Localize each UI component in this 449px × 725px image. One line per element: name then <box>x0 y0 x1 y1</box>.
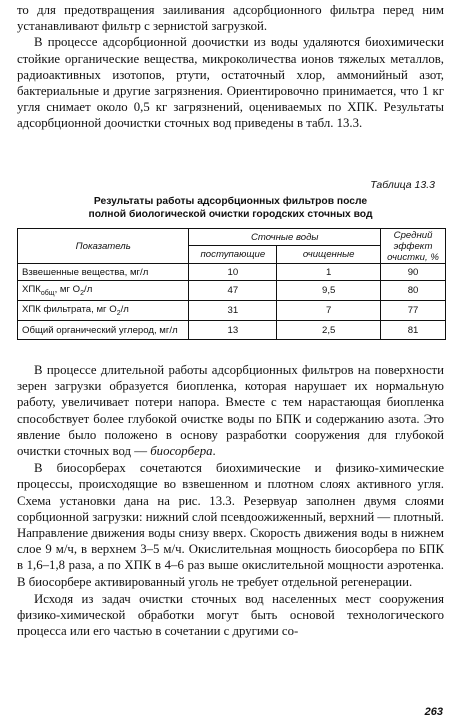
body-paragraph-3: Исходя из задач очистки сточных вод населенных мест сооружения физико-химической обработки могут быть основой технологического процесса или его частью в сочетании с другими со- <box>17 591 444 639</box>
row-treated: 7 <box>277 301 381 321</box>
body-paragraph-1-end: . <box>212 444 216 459</box>
page-number: 263 <box>424 706 443 718</box>
row-incoming: 10 <box>189 264 277 281</box>
row-label-part: /л <box>84 284 93 296</box>
table-title <box>17 195 444 221</box>
header-effect-line3: очистки, % <box>387 251 439 263</box>
body-text <box>17 362 444 639</box>
row-label <box>18 281 189 301</box>
header-effect-line1: Средний <box>393 229 433 241</box>
body-paragraph-2: В биосорберах сочетаются биохимические и физико-химические процессы, происходящие во взвешенном и плотном слоях активного угля. Схема установки дана на рис. 13.3. Резервуар заполнен двумя слоями сорбционной загрузки: нижний слой псевдоожиженный, верхний — плотный. Направление движения воды снизу вверх. Скорость движения воды в нижнем слое 9 м/ч, в верхнем 3–5 м/ч. Окислительная мощность биосорбера по БПК в 1,6–1,8 раза, а по ХПК в 4–6 раз выше окислительной мощности аэротенка. В биосорбере активированный уголь не требует отдельной регенерации. <box>17 461 444 589</box>
results-table <box>17 228 446 340</box>
row-label-sub: 2 <box>80 289 85 297</box>
row-label-sub: 2 <box>116 309 121 317</box>
row-effect: 81 <box>381 321 446 340</box>
header-effect-line2: эффект <box>393 240 433 252</box>
row-treated: 2,5 <box>277 321 381 340</box>
row-incoming: 47 <box>189 281 277 301</box>
row-label-part: /л <box>120 304 129 316</box>
row-treated: 1 <box>277 264 381 281</box>
body-paragraph-1 <box>17 362 444 459</box>
table-row <box>18 281 446 301</box>
table-row <box>18 264 446 281</box>
header-wastewater: Сточные воды <box>189 229 381 246</box>
row-incoming: 31 <box>189 301 277 321</box>
intro-line: то для предотвращения заиливания адсорбционного фильтра перед ним устанавливают фильтр с зернистой загрузкой. <box>17 3 444 34</box>
table-number: Таблица 13.3 <box>370 179 435 191</box>
row-label-sub: общ <box>40 289 55 297</box>
table-title-line1: Результаты работы адсорбционных фильтров после <box>93 196 368 207</box>
header-treated: очищенные <box>277 246 381 264</box>
table-row <box>18 301 446 321</box>
header-effect <box>381 229 446 264</box>
row-treated: 9,5 <box>277 281 381 301</box>
row-label-part: ХПК фильтрата, мг О <box>22 304 117 316</box>
header-indicator: Показатель <box>18 229 189 264</box>
row-effect: 80 <box>381 281 446 301</box>
table-title-line2: полной биологической очистки городских сточных вод <box>88 209 373 220</box>
intro-text <box>17 2 444 132</box>
term-biosorber: биосорбера <box>150 444 213 459</box>
row-effect: 90 <box>381 264 446 281</box>
table-row <box>18 321 446 340</box>
row-label: Общий органический углерод, мг/л <box>18 321 189 340</box>
row-incoming: 13 <box>189 321 277 340</box>
row-label-part: , мг О <box>54 284 81 296</box>
header-incoming: поступающие <box>189 246 277 264</box>
row-label-part: ХПК <box>22 284 41 296</box>
intro-paragraph: В процессе адсорбционной доочистки из воды удаляются биохимически стойкие органические вещества, микроколичества ионов тяжелых металлов, радиоактивных изотопов, ртути, остаточный хлор, аммонийный азот, бактериальные и другие загрязнения. Ориентировочно принимается, что 1 кг угля снимает около 0,5 кг загрязнений, оцениваемых по ХПК. Результаты адсорбционной доочистки сточных вод приведены в табл. 13.3. <box>17 35 444 131</box>
row-label: Взвешенные вещества, мг/л <box>18 264 189 281</box>
row-effect: 77 <box>381 301 446 321</box>
body-paragraph-1-text: В процессе длительной работы адсорбционных фильтров на поверхности зерен загрузки образуется биопленка, которая нарушает их нормальную работу, увеличивает потери напора. Вместе с тем нарастающая биопленка способствует более глубокой очистке воды по БПК и содержанию азота. Это явление было положено в основу разработки сооружения для глубокой очистки сточных вод — <box>17 363 444 459</box>
row-label <box>18 301 189 321</box>
